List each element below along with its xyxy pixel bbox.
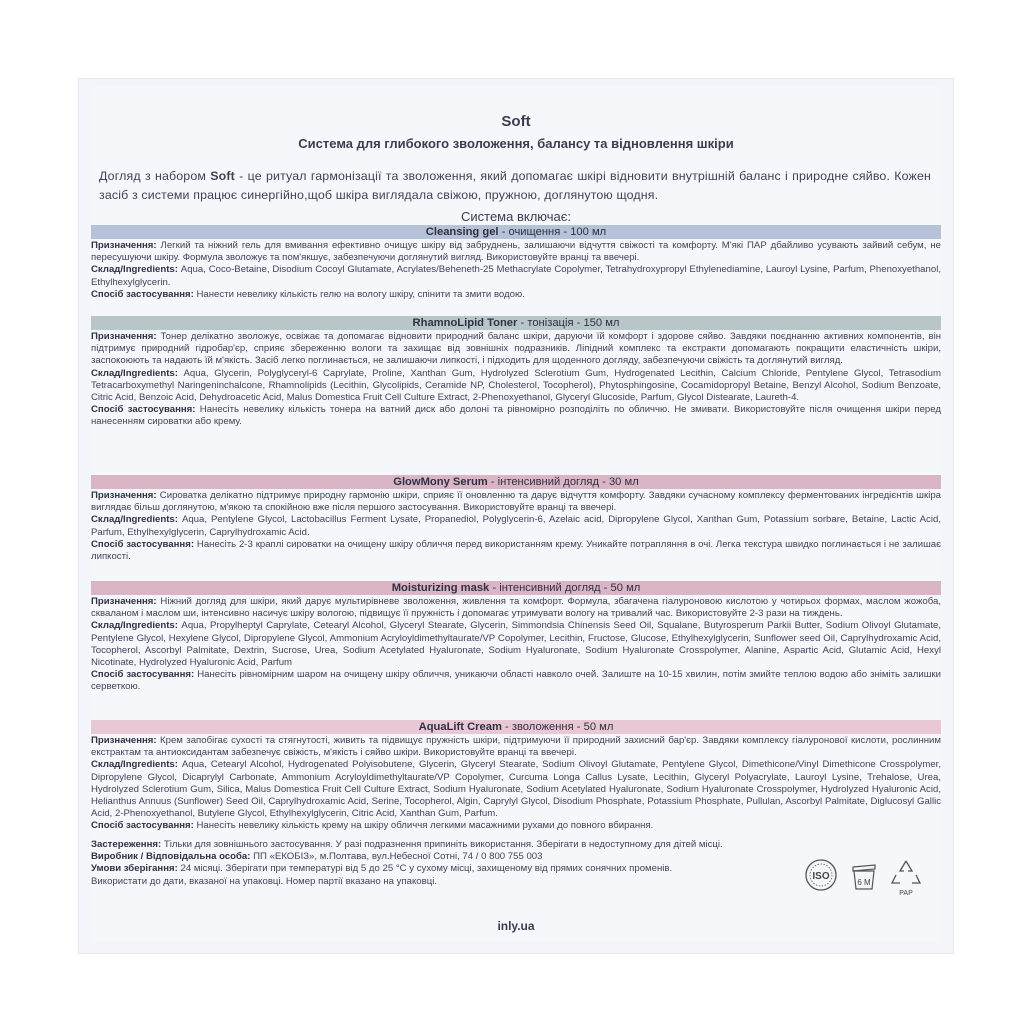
product-name: GlowMony Serum bbox=[393, 476, 488, 488]
recycle-icon-label: PAP bbox=[899, 890, 913, 897]
product-desc: - зволоження - 50 мл bbox=[501, 721, 614, 733]
purpose-text: Призначення: Легкий та ніжний гель для вмивання ефективно очищує шкіру від забруднень, залишаючи відчуття свіжості та комфорту. М'які ПАР дбайливо усувають зайвий себум, не пересушуючи шкіру. Формула зволожує та пом'якшує, забезпечуючи доглянутий вигляд. Використовуйте вранці та ввечері. bbox=[91, 240, 941, 264]
ingredients-text: Склад/Ingredients: Aqua, Cetearyl Alcohol, Hydrogenated Polyisobutene, Glycerin, Glyceryl Stearate, Sodium Olivoyl Glutamate, Pentylene Glycol, Dimethicone/Vinyl Dimethicone Crosspolymer, Dipropylene Glycol, Dicaprylyl Carbonate, Ammonium Acryloyldimethyltaurate/VP Copolymer, Curcuma Longa Callus Lysate, Lecithin, Glyceryl Polyacrylate, Lauroyl Lysine, Trehalose, Urea, Hydrolyzed Sclerotium Gum, Silica, Malus Domestica Fruit Cell Culture Extract, Sodium Hyaluronate, Sodium Acetylated Hyaluronate, Sodium Hyaluronate Crosspolymer, Hydrolyzed Hyaluronic Acid, Helianthus Annuus (Sunflower) Seed Oil, Caprylhydroxamic Acid, Serine, Tocopherol, Algin, Caprylyl Glycol, Disodium Phosphate, Potassium Phosphate, Pullulan, Ascorbyl Palmitate, Diglucosyl Gallic Acid, 2-Phenoxyethanol, Butylene Glycol, Ethylhexylglycerin, Citric Acid, Xanthan Gum, Parfum. bbox=[91, 759, 941, 820]
product-band-cream bbox=[91, 720, 941, 734]
storage-text: Умови зберігання: 24 місяці. Зберігати при температурі від 5 до 25 °С у сухому місці, захищеному від прямих сонячних променів. bbox=[91, 863, 673, 875]
product-band-mask bbox=[91, 581, 941, 595]
iso-icon bbox=[803, 857, 839, 897]
ingredients-text: Склад/Ingredients: Aqua, Coco-Betaine, Disodium Cocoyl Glutamate, Acrylates/Beheneth-25 Methacrylate Copolymer, Tetrahydroxypropyl Ethylenediamine, Lauroyl Lysine, Parfum, Phenoxyethanol, Ethylhexylglycerin. bbox=[91, 264, 941, 288]
ingredients-text: Склад/Ingredients: Aqua, Glycerin, Polyglyceryl-6 Caprylate, Proline, Xanthan Gum, Hydrolyzed Sclerotium Gum, Hydrogenated Lecithin, Calcium Chloride, Pentylene Glycol, Tetrasodium Tetracarboxymethyl Naringeninchalcone, Rhamnolipids (Lecithin, Glycolipids, Ceramide NP, Cholesterol, Tocopherol), Phytosphingosine, Cocamidopropyl Betaine, Benzyl Alcohol, Sodium Benzoate, Citric Acid, Benzoic Acid, Dehydroacetic Acid, Malus Domestica Fruit Cell Culture Extract, 2-Phenoxyethanol, Glyceryl Glucoside, Parfum, Glycol Distearate, Laureth-4. bbox=[91, 367, 941, 404]
product-block-toner bbox=[91, 331, 941, 429]
product-desc: - тонізація - 150 мл bbox=[517, 317, 620, 329]
intro-prefix: Догляд з набором bbox=[99, 169, 211, 183]
purpose-text: Призначення: Крем запобігає сухості та стягнутості, живить та підвищує пружність шкіри, підтримуючи її природний захисний бар'єр. Завдяки комплексу гіалуронової кислоти, рослинним екстрактам та антиоксидантам забезпечує свіжість, м'якість і сяйво шкіри. Використовуйте вранці та ввечері. bbox=[91, 735, 941, 759]
label-content bbox=[89, 87, 943, 943]
product-name: Cleansing gel bbox=[425, 226, 499, 238]
product-band-cleansing-gel bbox=[91, 225, 941, 239]
page-subtitle: Система для глибокого зволоження, балансу та відновлення шкіри bbox=[298, 136, 734, 151]
website-link[interactable]: inly.ua bbox=[497, 919, 535, 933]
certification-icons bbox=[803, 857, 923, 901]
pao-icon-label: 6 M bbox=[857, 878, 871, 887]
product-block-cleansing-gel bbox=[91, 240, 941, 301]
expiry-text: Використати до дати, вказаної на упаковці. Номер партії вказано на упаковці. bbox=[91, 875, 438, 887]
product-name: Moisturizing mask bbox=[391, 582, 490, 594]
intro-paragraph bbox=[99, 167, 931, 205]
recycle-icon bbox=[889, 857, 923, 897]
ingredients-text: Склад/Ingredients: Aqua, Propylheptyl Caprylate, Cetearyl Alcohol, Glyceryl Stearate, Glycerin, Simmondsia Chinensis Seed Oil, Squalane, Butyrosperum Parkii Butter, Sodium Olivoyl Glutamate, Pentylene Glycol, Hexylene Glycol, Dipropylene Glycol, Ammonium Acryloyldimethyltaurate/VP Copolymer, Lecithin, Fructose, Glucose, Ethylhexylglycerin, Sunflower seed Oil, Caprylhydroxamic Acid, Tocopherol, Ascorbyl Palmitate, Dextrin, Sucrose, Urea, Sodium Acetylated Hyaluronate, Sodium Hyaluronate, Sodium Hyaluronate Crosspolymer, Alanine, Aspartic Acid, Glutamic Acid, Hexyl Nicotinate, Hydrolyzed Hyaluronic Acid, Parfum bbox=[91, 620, 941, 669]
usage-text: Спосіб застосування: Нанесіть рівномірним шаром на очищену шкіру обличчя, уникаючи області навколо очей. Залиште на 10-15 хвилин, потім змийте теплою водою або зніміть залишки серветкою. bbox=[91, 669, 941, 693]
product-block-mask bbox=[91, 596, 941, 694]
usage-text: Спосіб застосування: Нанести невелику кількість гелю на вологу шкіру, спінити та змити водою. bbox=[91, 288, 525, 300]
product-desc: - інтенсивний догляд - 50 мл bbox=[489, 582, 641, 594]
product-name: RhamnoLipid Toner bbox=[412, 317, 518, 329]
purpose-text: Призначення: Ніжний догляд для шкіри, який дарує мультирівневе зволоження, живлення та комфорт. Формула, збагачена гіалуроновою кислотою у чотирьох формах, маслом жожоба, скваланом і маслом ши, інтенсивно насичує шкіру вологою, підвищує її пружність і допомагає утримувати вологу на тривалий час. Використовуйте 2-3 рази на тиждень. bbox=[91, 596, 941, 620]
intro-text: - це ритуал гармонізації та зволоження, який допомагає шкірі відновити внутрішній баланс і природне сяйво. Кожен засіб з системи працює синергійно,щоб шкіра виглядала свіжою, пружною, доглянутою щодня. bbox=[99, 169, 931, 202]
iso-icon-label: ISO bbox=[812, 871, 830, 882]
product-name: AquaLift Cream bbox=[418, 721, 502, 733]
usage-text: Спосіб застосування: Нанесіть невелику кількість тонера на ватний диск або долоні та рівномірно розподіліть по обличчю. Не змивати. Використовуйте після очищення шкіри перед нанесенням сироватки або крему. bbox=[91, 404, 941, 428]
usage-text: Спосіб застосування: Нанесіть невелику кількість крему на шкіру обличчя легкими масажними рухами до повного вбирання. bbox=[91, 820, 654, 832]
system-heading: Система включає: bbox=[460, 209, 571, 224]
product-block-cream bbox=[91, 735, 941, 833]
product-desc: - інтенсивний догляд - 30 мл bbox=[487, 476, 639, 488]
intro-brand: Soft bbox=[210, 169, 235, 183]
product-desc: - очищення - 100 мл bbox=[498, 226, 607, 238]
product-band-toner bbox=[91, 316, 941, 330]
pao-jar-icon bbox=[847, 857, 881, 897]
label-card bbox=[78, 78, 954, 954]
warning-text: Застереження: Тільки для зовнішнього застосування. У разі подразнення припиніть використання. Зберігати в недоступному для дітей місці. bbox=[91, 839, 723, 850]
product-band-serum bbox=[91, 475, 941, 489]
maker-text: Виробник / Відповідальна особа: ПП «ЕКОБІЗ», м.Полтава, вул.Небесної Сотні, 74 / 0 800 755 003 bbox=[91, 851, 543, 863]
product-block-serum bbox=[91, 490, 941, 563]
purpose-text: Призначення: Сироватка делікатно підтримує природну гармонію шкіри, сприяє її оновленню та дарує відчуття комфорту. Завдяки сучасному комплексу ферментованих інгредієнтів шкіра виглядає більш доглянутою, м'якою та спокійною вже після першого застосування. Використовуйте вранці та ввечері. bbox=[91, 490, 941, 514]
page-title: Soft bbox=[501, 113, 531, 130]
footer-info bbox=[91, 839, 791, 888]
ingredients-text: Склад/Ingredients: Aqua, Pentylene Glycol, Lactobacillus Ferment Lysate, Propanediol, Polyglycerin-6, Azelaic acid, Dipropylene Glycol, Xanthan Gum, Potassium sorbare, Betaine, Lactic Acid, Parfum, Ethylhexylglycerin, Caprylhydroxamic Acid. bbox=[91, 514, 941, 538]
purpose-text: Призначення: Тонер делікатно зволожує, освіжає та допомагає відновити природний баланс шкіри, даруючи їй комфорт і здорове сяйво. Завдяки поєднанню активних компонентів, він підтримує природний гідробар'єр, сприяє збереженню вологи та захищає від зовнішніх подразників. Ліпідний комплекс та екстракти допомагають покращити еластичність шкіри, заспокоюють та надають їй м'якість. Засіб легко поглинається, не залишаючи липкості, і підходить для щоденного догляду, забезпечуючи свіжість та доглянутий вигляд. bbox=[91, 331, 941, 367]
usage-text: Спосіб застосування: Нанесіть 2-3 краплі сироватки на очищену шкіру обличчя перед використанням крему. Уникайте потрапляння в очі. Легка текстура швидко поглинається і не залишає липкості. bbox=[91, 538, 941, 563]
